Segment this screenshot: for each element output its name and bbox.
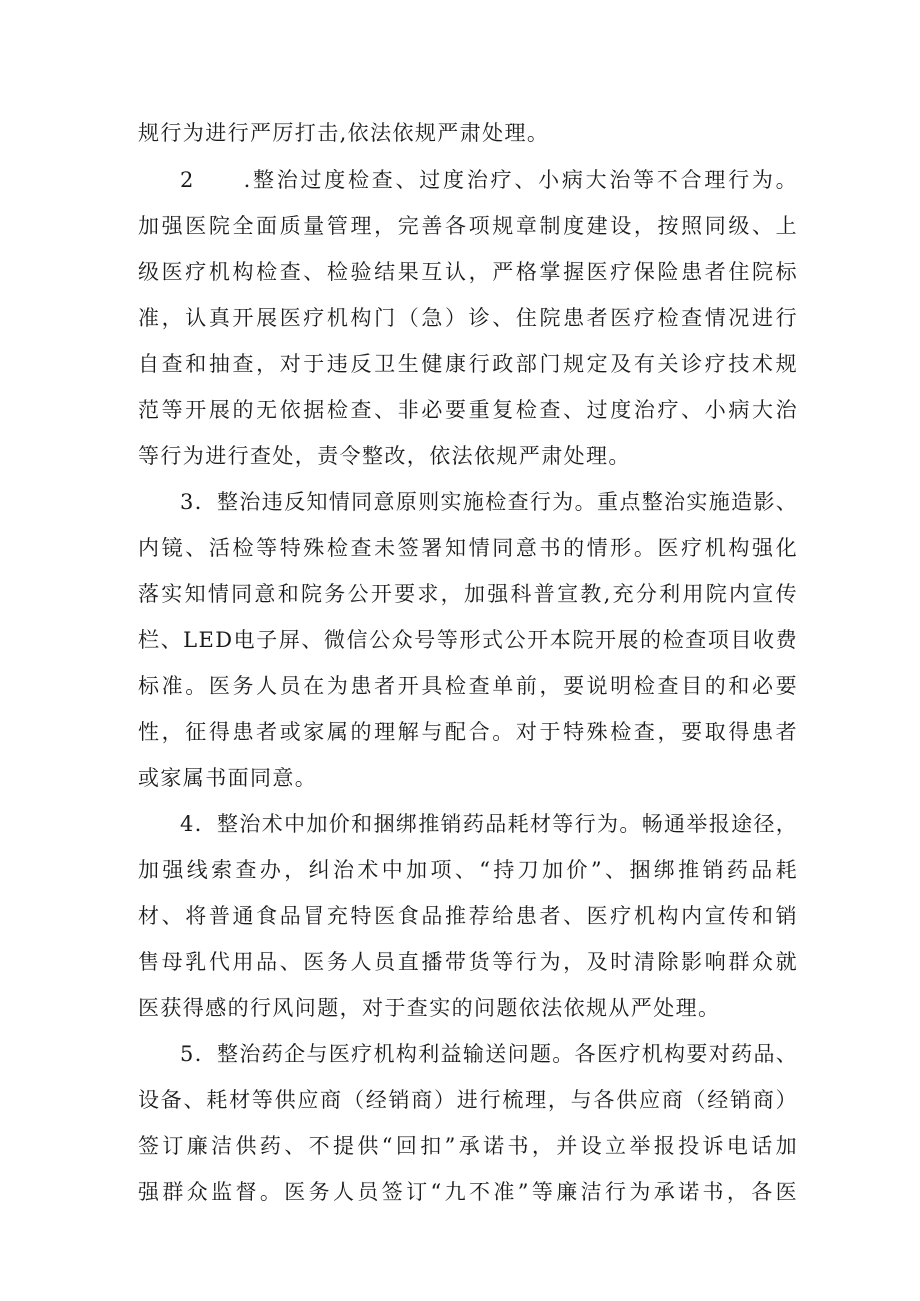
section-2-heading-line: 2 .整治过度检查、过度治疗、小病大治等不合理行为。 [180,168,798,192]
text-line: 签订廉洁供药、不提供“回扣”承诺书，并设立举报投诉电话加 [138,1134,798,1158]
text-line: 内镜、活检等特殊检查未签署知情同意书的情形。医疗机构强化 [138,536,798,560]
text-line: 设备、耗材等供应商（经销商）进行梳理，与各供应商（经销商） [138,1088,798,1112]
text-line: 强群众监督。医务人员签订“九不准”等廉洁行为承诺书，各医 [138,1180,798,1204]
section-4-heading-line: 4．整治术中加价和捆绑推销药品耗材等行为。畅通举报途径， [180,812,798,836]
text-line: 加强医院全面质量管理，完善各项规章制度建设，按照同级、上 [138,214,798,238]
section-3-heading-line: 3．整治违反知情同意原则实施检查行为。重点整治实施造影、 [180,490,798,514]
text-line: 材、将普通食品冒充特医食品推荐给患者、医疗机构内宣传和销 [138,904,798,928]
text-line: 医获得感的行风问题，对于查实的问题依法依规从严处理。 [138,996,721,1020]
text-line: 等行为进行查处，责令整改，依法依规严肃处理。 [138,444,631,468]
text-line: 规行为进行严厉打击,依法依规严肃处理。 [138,121,550,145]
text-line: 标准。医务人员在为患者开具检查单前，要说明检查目的和必要 [138,674,798,698]
text-line: 或家属书面同意。 [138,766,318,790]
text-line: 落实知情同意和院务公开要求，加强科普宣教,充分利用院内宣传 [138,582,798,606]
text-line: 售母乳代用品、医务人员直播带货等行为，及时清除影响群众就 [138,950,798,974]
text-line: 栏、LED电子屏、微信公众号等形式公开本院开展的检查项目收费 [138,628,798,652]
text-line: 自查和抽查，对于违反卫生健康行政部门规定及有关诊疗技术规 [138,352,798,376]
text-line: 范等开展的无依据检查、非必要重复检查、过度治疗、小病大治 [138,398,798,422]
text-line: 级医疗机构检查、检验结果互认，严格掌握医疗保险患者住院标 [138,260,798,284]
section-5-heading-line: 5．整治药企与医疗机构利益输送问题。各医疗机构要对药品、 [180,1042,798,1066]
text-line: 性，征得患者或家属的理解与配合。对于特殊检查，要取得患者 [138,720,798,744]
text-line: 加强线索查办，纠治术中加项、“持刀加价”、捆绑推销药品耗 [138,858,798,882]
text-line: 准，认真开展医疗机构门（急）诊、住院患者医疗检查情况进行 [138,306,798,330]
